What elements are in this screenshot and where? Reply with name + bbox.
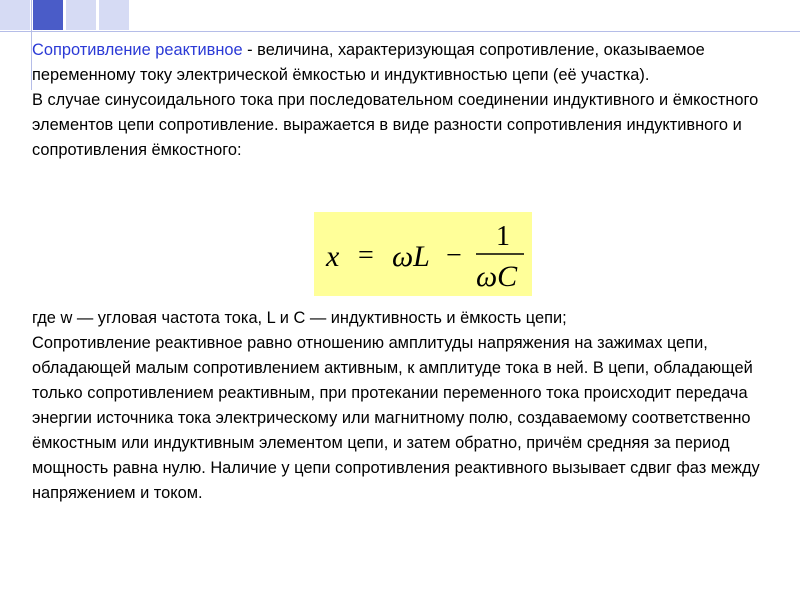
variables-line: где w — угловая частота тока, L и С — индуктивность и ёмкость цепи;: [32, 309, 567, 327]
decor-square: [0, 0, 30, 30]
explanation-paragraph: Сопротивление реактивное равно отношению амплитуды напряжения на зажимах цепи, обладающей малым сопротивлением активным, к амплитуде тока в ней. В цепи, обладающей только сопротивлением реактивным, при протекании переменного тока происходит передача энергии источника тока электрическому или магнитному полю, создаваемому соответственно ёмкостным или индуктивным элементом цепи, и затем обратно, причём средняя за период мощность равна нулю. Наличие у цепи сопротивления реактивного вызывает сдвиг фаз между напряжением и током.: [32, 334, 760, 502]
definition-paragraph: [32, 38, 772, 88]
explanation-text: [32, 306, 772, 506]
decor-square: [33, 0, 63, 30]
formula-denominator: ωC: [476, 260, 518, 293]
formula-lhs: x: [326, 240, 340, 273]
header-decoration: [0, 0, 800, 30]
series-paragraph: В случае синусоидального тока при последовательном соединении индуктивного и ёмкостного элементов цепи сопротивление. выражается в виде разности сопротивления индуктивного и сопротивления ёмкостного:: [32, 91, 759, 159]
header-divider: [0, 31, 800, 32]
decor-square: [99, 0, 129, 30]
decor-square: [66, 0, 96, 30]
intro-text: [32, 38, 772, 163]
formula-equals: =: [358, 240, 374, 271]
term-highlight: Сопротивление реактивное: [32, 41, 243, 59]
definition-text: - величина, характеризующая сопротивление, оказываемое переменному току электрической ёмкостью и индуктивностью цепи (её участка).: [32, 41, 705, 84]
formula: [314, 212, 532, 296]
formula-inductive: ωL: [392, 240, 430, 273]
formula-minus: −: [446, 240, 462, 271]
formula-box: [314, 212, 532, 296]
formula-numerator: 1: [496, 221, 510, 252]
